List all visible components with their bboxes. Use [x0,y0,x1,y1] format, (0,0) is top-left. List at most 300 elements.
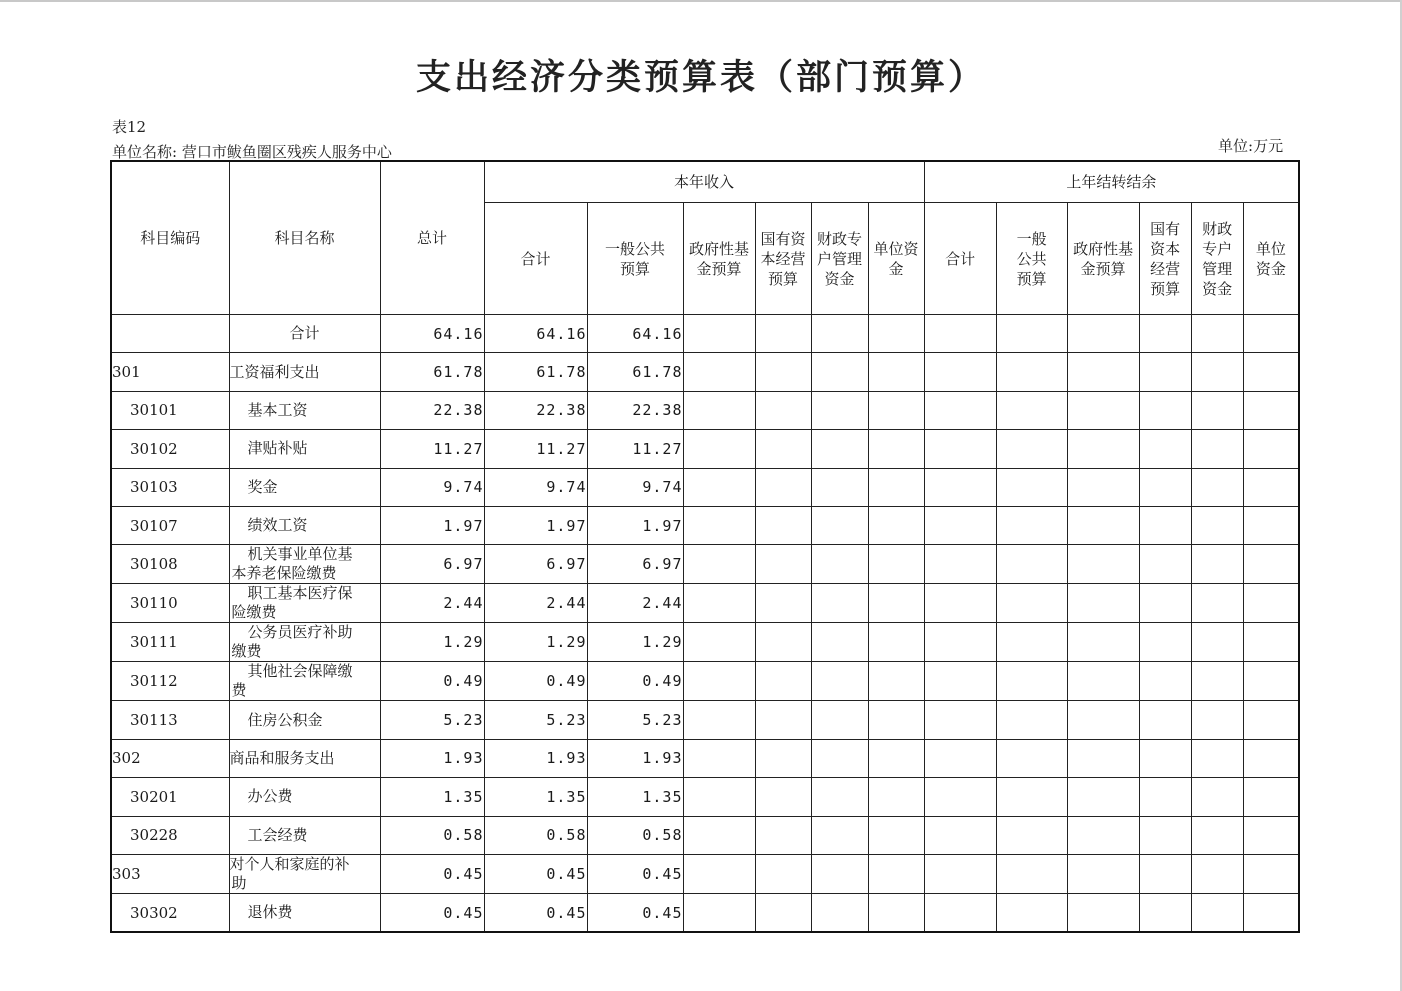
empty-cell [924,353,996,391]
row-name-line2: 费 [231,681,247,700]
header-co-general: 一般公共预算 [996,203,1067,315]
row-cy-total: 1.97 [484,506,587,544]
row-cy-general: 9.74 [587,468,683,506]
empty-cell [1067,468,1139,506]
row-cy-general: 0.45 [587,893,683,932]
row-cy-total: 0.49 [484,662,587,701]
row-cy-general: 1.29 [587,623,683,662]
row-name-text: 绩效工资 [247,516,308,535]
row-total: 1.29 [380,623,484,662]
empty-cell [1067,391,1139,429]
empty-cell [924,662,996,701]
empty-cell [868,854,924,893]
row-name-line1: 公务员医疗补助 [247,623,353,642]
header-co-state-capital: 国有资本经营预算 [1139,203,1191,315]
empty-cell [1067,353,1139,391]
empty-cell [924,468,996,506]
currency-unit [1218,135,1283,156]
table-row [111,893,1299,932]
header-co-total: 合计 [924,203,996,315]
empty-cell [1191,623,1243,662]
empty-cell [868,315,924,353]
empty-cell [683,584,755,623]
empty-cell [996,353,1067,391]
empty-cell [924,816,996,854]
header-cy-total: 合计 [484,203,587,315]
header-co-unit-funds: 单位资金 [1243,203,1299,315]
row-total: 61.78 [380,353,484,391]
empty-cell [683,854,755,893]
empty-cell [1139,893,1191,932]
row-cy-general: 0.45 [587,854,683,893]
row-cy-general: 0.58 [587,816,683,854]
budget-table [110,160,1300,933]
empty-cell [868,893,924,932]
empty-cell [1243,430,1299,468]
row-code: 30101 [111,391,229,429]
row-total: 11.27 [380,430,484,468]
row-cy-total: 61.78 [484,353,587,391]
empty-cell [811,701,868,739]
row-name: 商品和服务支出 [229,739,380,777]
row-name [229,584,380,623]
row-total: 6.97 [380,545,484,584]
row-name: 合计 [229,315,380,353]
row-code: 30107 [111,506,229,544]
empty-cell [755,623,811,662]
empty-cell [868,353,924,391]
table-row [111,315,1299,353]
row-cy-general: 64.16 [587,315,683,353]
empty-cell [811,430,868,468]
empty-cell [811,854,868,893]
row-total: 0.58 [380,816,484,854]
empty-cell [1139,816,1191,854]
empty-cell [755,545,811,584]
empty-cell [1139,468,1191,506]
empty-cell [924,584,996,623]
row-code: 30228 [111,816,229,854]
row-cy-total: 11.27 [484,430,587,468]
empty-cell [755,353,811,391]
row-cy-total: 9.74 [484,468,587,506]
row-name-line1: 对个人和家庭的补 [229,854,350,873]
row-cy-general: 1.97 [587,506,683,544]
row-name-text: 奖金 [247,477,278,496]
empty-cell [1191,468,1243,506]
empty-cell [1191,854,1243,893]
row-total: 22.38 [380,391,484,429]
row-name [229,778,380,816]
empty-cell [1243,739,1299,777]
table-row [111,353,1299,391]
row-name-line2: 助 [231,873,247,892]
row-name: 工资福利支出 [229,353,380,391]
empty-cell [996,739,1067,777]
table-row [111,701,1299,739]
row-cy-total: 2.44 [484,584,587,623]
row-name [229,391,380,429]
empty-cell [996,893,1067,932]
empty-cell [1191,739,1243,777]
empty-cell [1067,854,1139,893]
row-name-line1: 职工基本医疗保 [247,584,353,603]
empty-cell [1191,353,1243,391]
empty-cell [683,391,755,429]
row-cy-total: 22.38 [484,391,587,429]
table-row [111,391,1299,429]
empty-cell [1243,353,1299,391]
empty-cell [1139,701,1191,739]
row-name-text: 办公费 [247,787,293,806]
empty-cell [1139,430,1191,468]
empty-cell [755,701,811,739]
header-cy-general: 一般公共预算 [587,203,683,315]
empty-cell [811,468,868,506]
empty-cell [1243,778,1299,816]
empty-cell [868,391,924,429]
empty-cell [996,430,1067,468]
empty-cell [996,778,1067,816]
empty-cell [1139,506,1191,544]
table-row [111,468,1299,506]
row-cy-general: 61.78 [587,353,683,391]
currency-unit-label: 单位: [1218,137,1254,155]
empty-cell [924,623,996,662]
empty-cell [811,739,868,777]
empty-cell [811,623,868,662]
empty-cell [811,662,868,701]
empty-cell [996,468,1067,506]
empty-cell [1139,353,1191,391]
empty-cell [1191,545,1243,584]
table-row [111,854,1299,893]
empty-cell [683,315,755,353]
empty-cell [1243,315,1299,353]
empty-cell [1191,315,1243,353]
empty-cell [1139,545,1191,584]
row-code: 30111 [111,623,229,662]
empty-cell [1067,506,1139,544]
empty-cell [1067,701,1139,739]
empty-cell [1067,315,1139,353]
row-code: 303 [111,854,229,893]
empty-cell [1243,506,1299,544]
header-current-year: 本年收入 [484,161,924,203]
empty-cell [755,778,811,816]
empty-cell [811,893,868,932]
table-row [111,816,1299,854]
empty-cell [1067,662,1139,701]
empty-cell [683,739,755,777]
row-total: 9.74 [380,468,484,506]
row-name [229,468,380,506]
empty-cell [924,739,996,777]
row-code: 30201 [111,778,229,816]
empty-cell [811,391,868,429]
empty-cell [868,584,924,623]
empty-cell [683,468,755,506]
empty-cell [755,816,811,854]
empty-cell [1243,662,1299,701]
empty-cell [683,662,755,701]
row-name [229,623,380,662]
header-cy-unit-funds: 单位资金 [868,203,924,315]
empty-cell [683,623,755,662]
header-cy-gov-fund: 政府性基金预算 [683,203,755,315]
empty-cell [1191,391,1243,429]
row-name-text: 基本工资 [247,400,308,419]
scan-edge-top [0,0,1402,2]
row-cy-total: 5.23 [484,701,587,739]
row-name-line2: 本养老保险缴费 [231,564,337,583]
empty-cell [924,430,996,468]
empty-cell [924,854,996,893]
row-name [229,893,380,932]
row-code: 302 [111,739,229,777]
row-cy-general: 22.38 [587,391,683,429]
empty-cell [1191,893,1243,932]
row-cy-total: 1.29 [484,623,587,662]
row-total: 1.35 [380,778,484,816]
empty-cell [868,816,924,854]
empty-cell [1191,701,1243,739]
empty-cell [924,506,996,544]
empty-cell [1139,739,1191,777]
empty-cell [996,816,1067,854]
empty-cell [811,545,868,584]
empty-cell [755,391,811,429]
row-code [111,315,229,353]
empty-cell [924,391,996,429]
empty-cell [1067,623,1139,662]
empty-cell [755,430,811,468]
row-name-line1: 机关事业单位基 [247,545,353,564]
empty-cell [1067,430,1139,468]
row-cy-general: 1.93 [587,739,683,777]
row-cy-total: 0.58 [484,816,587,854]
empty-cell [755,468,811,506]
empty-cell [811,778,868,816]
row-name [229,506,380,544]
row-total: 2.44 [380,584,484,623]
empty-cell [1243,391,1299,429]
table-row [111,778,1299,816]
row-name-text: 住房公积金 [247,710,323,729]
empty-cell [811,816,868,854]
empty-cell [1243,623,1299,662]
empty-cell [868,662,924,701]
empty-cell [996,854,1067,893]
empty-cell [683,353,755,391]
empty-cell [811,584,868,623]
empty-cell [868,430,924,468]
empty-cell [996,701,1067,739]
header-code: 科目编码 [111,161,229,315]
empty-cell [1067,545,1139,584]
empty-cell [1243,468,1299,506]
row-total: 1.93 [380,739,484,777]
row-name-text: 工会经费 [247,825,308,844]
empty-cell [1191,816,1243,854]
row-code: 30102 [111,430,229,468]
empty-cell [996,315,1067,353]
empty-cell [683,778,755,816]
header-co-gov-fund: 政府性基金预算 [1067,203,1139,315]
empty-cell [996,662,1067,701]
empty-cell [1243,816,1299,854]
table-row [111,506,1299,544]
empty-cell [1139,778,1191,816]
table-row [111,739,1299,777]
row-code: 30110 [111,584,229,623]
empty-cell [755,506,811,544]
empty-cell [996,584,1067,623]
empty-cell [1243,701,1299,739]
empty-cell [1243,584,1299,623]
header-co-fiscal-special: 财政专户管理资金 [1191,203,1243,315]
empty-cell [755,584,811,623]
table-row [111,584,1299,623]
empty-cell [868,468,924,506]
empty-cell [1191,662,1243,701]
empty-cell [868,701,924,739]
row-cy-general: 2.44 [587,584,683,623]
empty-cell [924,778,996,816]
empty-cell [1191,506,1243,544]
currency-unit-value: 万元 [1253,137,1284,155]
table-row [111,623,1299,662]
empty-cell [868,623,924,662]
row-code: 301 [111,353,229,391]
row-cy-total: 6.97 [484,545,587,584]
empty-cell [868,506,924,544]
row-name-line2: 险缴费 [231,603,277,622]
row-total: 1.97 [380,506,484,544]
empty-cell [996,545,1067,584]
empty-cell [924,893,996,932]
row-cy-total: 1.93 [484,739,587,777]
row-code: 30113 [111,701,229,739]
header-cy-state-capital: 国有资本经营预算 [755,203,811,315]
empty-cell [924,701,996,739]
empty-cell [811,315,868,353]
empty-cell [1139,854,1191,893]
empty-cell [1139,391,1191,429]
row-cy-total: 0.45 [484,854,587,893]
row-cy-general: 1.35 [587,778,683,816]
empty-cell [1191,778,1243,816]
empty-cell [924,315,996,353]
row-name [229,545,380,584]
empty-cell [1067,778,1139,816]
unit-name-label: 单位名称: [112,143,178,161]
row-code: 30108 [111,545,229,584]
row-code: 30112 [111,662,229,701]
table-number: 表12 [112,118,147,136]
empty-cell [755,315,811,353]
empty-cell [683,430,755,468]
row-cy-general: 0.49 [587,662,683,701]
table-row [111,545,1299,584]
row-total: 64.16 [380,315,484,353]
empty-cell [1067,584,1139,623]
header-name: 科目名称 [229,161,380,315]
row-code: 30103 [111,468,229,506]
empty-cell [683,545,755,584]
row-name [229,816,380,854]
row-name-line2: 缴费 [231,642,262,661]
empty-cell [924,545,996,584]
empty-cell [1067,739,1139,777]
empty-cell [1243,893,1299,932]
empty-cell [1243,545,1299,584]
empty-cell [868,545,924,584]
row-cy-total: 64.16 [484,315,587,353]
row-cy-general: 5.23 [587,701,683,739]
empty-cell [1191,584,1243,623]
empty-cell [683,816,755,854]
row-total: 0.49 [380,662,484,701]
row-name-text: 津贴补贴 [247,439,308,458]
empty-cell [996,391,1067,429]
empty-cell [811,506,868,544]
row-name-line1: 其他社会保障缴 [247,662,353,681]
empty-cell [1067,893,1139,932]
table-row [111,662,1299,701]
row-cy-total: 0.45 [484,893,587,932]
empty-cell [1139,662,1191,701]
header-cy-fiscal-special: 财政专户管理资金 [811,203,868,315]
row-cy-total: 1.35 [484,778,587,816]
empty-cell [1191,430,1243,468]
empty-cell [755,662,811,701]
empty-cell [996,506,1067,544]
unit-name-line [112,141,392,162]
row-name [229,662,380,701]
empty-cell [755,893,811,932]
empty-cell [996,623,1067,662]
header-carryover: 上年结转结余 [924,161,1299,203]
empty-cell [1139,623,1191,662]
header-total: 总计 [380,161,484,315]
empty-cell [868,778,924,816]
empty-cell [755,739,811,777]
row-code: 30302 [111,893,229,932]
empty-cell [1067,816,1139,854]
empty-cell [868,739,924,777]
row-name [229,854,380,893]
empty-cell [683,506,755,544]
empty-cell [683,701,755,739]
empty-cell [1139,315,1191,353]
empty-cell [755,854,811,893]
table-row [111,430,1299,468]
row-name [229,430,380,468]
row-cy-general: 6.97 [587,545,683,584]
empty-cell [811,353,868,391]
empty-cell [1139,584,1191,623]
row-name [229,701,380,739]
row-total: 5.23 [380,701,484,739]
row-total: 0.45 [380,854,484,893]
row-cy-general: 11.27 [587,430,683,468]
row-name-text: 退休费 [247,903,293,922]
empty-cell [1243,854,1299,893]
page-title: 支出经济分类预算表（部门预算） [415,57,986,98]
row-total: 0.45 [380,893,484,932]
empty-cell [683,893,755,932]
